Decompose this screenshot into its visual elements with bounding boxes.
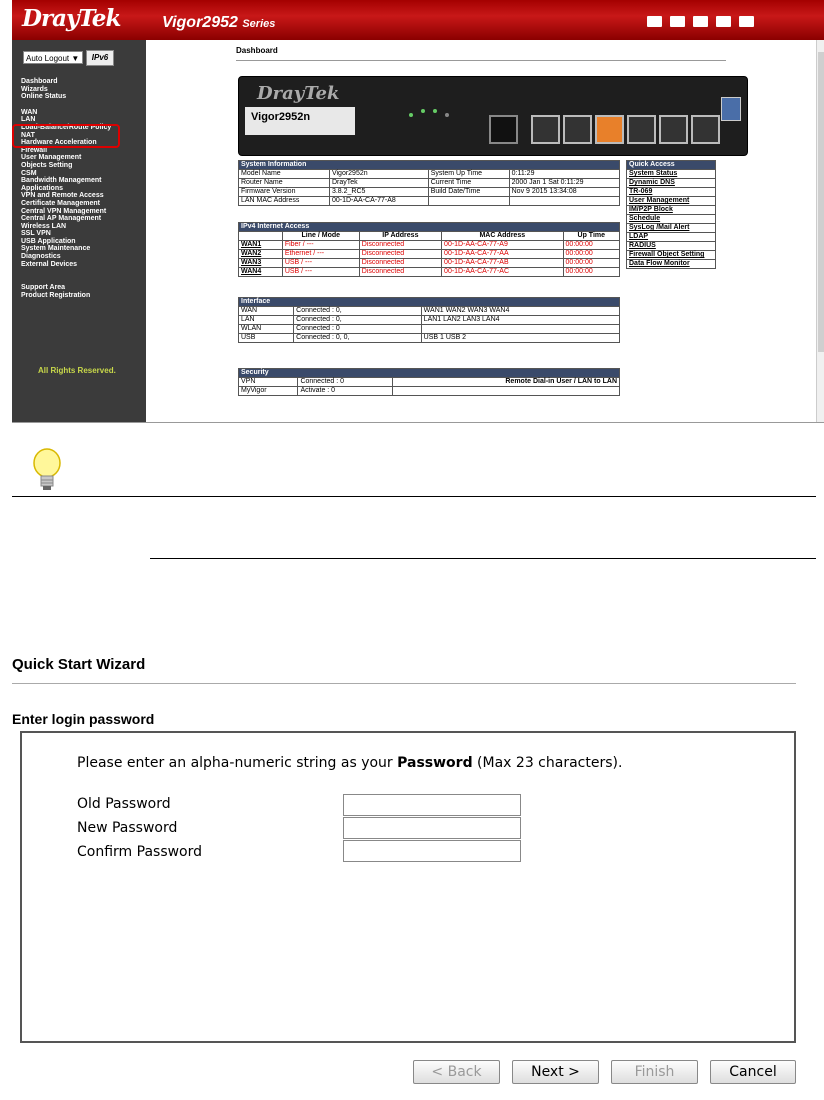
- table-cell: 00-1D-AA-CA-77-AA: [442, 250, 563, 259]
- table-cell: 00:00:00: [563, 241, 619, 250]
- sidebar-item-applications[interactable]: Applications: [21, 184, 64, 192]
- lightbulb-icon: [30, 446, 64, 496]
- table-row: [239, 188, 620, 197]
- quick-access-link[interactable]: RADIUS: [627, 242, 716, 251]
- led-icon: [445, 113, 449, 117]
- draytek-logo: DrayTek: [22, 5, 121, 32]
- ipv6-button[interactable]: IPv6: [86, 50, 114, 66]
- table-cell: LAN: [239, 316, 294, 325]
- table-cell[interactable]: WAN3: [239, 259, 283, 268]
- sidebar-item-support-area[interactable]: Support Area: [21, 284, 66, 292]
- table-row: [239, 325, 620, 334]
- quick-access-link[interactable]: User Management: [627, 197, 716, 206]
- table-cell: USB / ---: [282, 268, 359, 277]
- table-cell: Disconnected: [359, 268, 441, 277]
- confirm-password-label: Confirm Password: [77, 844, 203, 860]
- table-row: [239, 250, 620, 259]
- sidebar-item-usb-application[interactable]: USB Application: [21, 237, 76, 245]
- table-cell[interactable]: WAN4: [239, 268, 283, 277]
- sidebar-item-central-ap-management[interactable]: Central AP Management: [21, 215, 102, 223]
- table-row: [239, 170, 620, 179]
- section-title: Enter login password: [12, 711, 155, 727]
- sidebar-item-hardware-acceleration[interactable]: Hardware Acceleration: [21, 139, 97, 147]
- table-row: [239, 334, 620, 343]
- finish-button[interactable]: Finish: [611, 1060, 698, 1084]
- table-row: [239, 197, 620, 206]
- sidebar-item-wan[interactable]: WAN: [21, 108, 38, 116]
- logout-icon[interactable]: [739, 16, 754, 27]
- table-row: [239, 268, 620, 277]
- table-cell: 00-1D-AA-CA-77-AB: [442, 259, 563, 268]
- table-cell: Disconnected: [359, 259, 441, 268]
- sidebar-item-ssl-vpn[interactable]: SSL VPN: [21, 230, 51, 238]
- table-cell: LAN MAC Address: [239, 197, 330, 206]
- login-password-panel: [20, 731, 796, 1043]
- column-header: [239, 232, 283, 241]
- cancel-button[interactable]: Cancel: [710, 1060, 796, 1084]
- table-cell: 00:00:00: [563, 259, 619, 268]
- table-row: [239, 179, 620, 188]
- note-top-rule: [12, 496, 816, 497]
- sidebar-item-csm[interactable]: CSM: [21, 169, 37, 177]
- table-cell: Vigor2952n: [329, 170, 428, 179]
- sidebar-item-wireless-lan[interactable]: Wireless LAN: [21, 222, 67, 230]
- dashboard-title: Dashboard: [236, 46, 278, 55]
- sidebar-item-central-vpn-management[interactable]: Central VPN Management: [21, 207, 107, 215]
- new-password-input[interactable]: [343, 817, 521, 839]
- interface-table: [238, 297, 620, 343]
- series-title: Vigor2952 Series: [162, 14, 276, 31]
- sidebar-item-dashboard[interactable]: Dashboard: [21, 78, 58, 85]
- table-cell: 3.8.2_RC5: [329, 188, 428, 197]
- quick-access-link[interactable]: System Status: [627, 170, 716, 179]
- home-icon[interactable]: [647, 16, 662, 27]
- confirm-password-input[interactable]: [343, 840, 521, 862]
- quick-access-table: [626, 160, 716, 269]
- quick-access-link[interactable]: LDAP: [627, 233, 716, 242]
- quick-access-link[interactable]: Firewall Object Setting: [627, 251, 716, 260]
- lan-port: [691, 115, 720, 144]
- table-row: [239, 259, 620, 268]
- table-cell[interactable]: WAN2: [239, 250, 283, 259]
- wizard-divider: [12, 683, 796, 684]
- table-title: Quick Access: [627, 161, 716, 170]
- quick-access-link[interactable]: Schedule: [627, 215, 716, 224]
- router-screenshot: [12, 0, 824, 423]
- table-cell: 00-1D-AA-CA-77-A8: [329, 197, 428, 206]
- table-cell: Disconnected: [359, 250, 441, 259]
- table-cell: Activate : 0: [298, 387, 393, 396]
- sidebar-item-certificate-management[interactable]: Certificate Management: [21, 199, 100, 207]
- security-table: [238, 368, 620, 396]
- wizards-highlight-box: [12, 124, 120, 148]
- wan-port: [563, 115, 592, 144]
- device-model: Vigor2952n: [245, 107, 355, 135]
- table-cell: Firmware Version: [239, 188, 330, 197]
- table-cell: Connected : 0: [294, 325, 422, 334]
- usb-port-icon: [721, 97, 741, 121]
- table-cell: VPN: [239, 378, 298, 387]
- quick-access-link[interactable]: SysLog /Mail Alert: [627, 224, 716, 233]
- device-panel: [238, 76, 748, 156]
- quick-access-link[interactable]: TR-069: [627, 188, 716, 197]
- table-cell[interactable]: WAN1: [239, 241, 283, 250]
- menu-spacer: [21, 268, 111, 276]
- back-button[interactable]: < Back: [413, 1060, 500, 1084]
- page-scrollbar[interactable]: [816, 40, 824, 422]
- table-title: IPv4 Internet Access: [239, 223, 620, 232]
- table-title: System Information: [239, 161, 620, 170]
- table-cell: LAN1 LAN2 LAN3 LAN4: [421, 316, 619, 325]
- save-icon[interactable]: [716, 16, 731, 27]
- menu-spacer: [21, 101, 111, 109]
- table-title: Security: [239, 369, 620, 378]
- table-cell: WAN: [239, 307, 294, 316]
- table-cell: Model Name: [239, 170, 330, 179]
- instruction-text: Please enter an alpha-numeric string as your Password (Max 23 characters).: [77, 755, 623, 771]
- list-icon[interactable]: [670, 16, 685, 27]
- table-cell: USB / ---: [282, 259, 359, 268]
- table-cell: [509, 197, 619, 206]
- sidebar-item-nat[interactable]: NAT: [21, 131, 35, 139]
- table-cell: Current Time: [428, 179, 509, 188]
- table-row: [239, 241, 620, 250]
- table-cell: [421, 325, 619, 334]
- sidebar-item-bandwidth-management[interactable]: Bandwidth Management: [21, 177, 102, 185]
- table-cell: 00-1D-AA-CA-77-A9: [442, 241, 563, 250]
- table-cell: 00:00:00: [563, 250, 619, 259]
- scrollbar-thumb[interactable]: [818, 52, 824, 352]
- table-cell: WLAN: [239, 325, 294, 334]
- table-cell: DrayTek: [329, 179, 428, 188]
- main-pane: [146, 40, 816, 422]
- table-cell: USB: [239, 334, 294, 343]
- sidebar-item-external-devices[interactable]: External Devices: [21, 260, 78, 268]
- led-icon: [409, 113, 413, 117]
- table-cell: 00-1D-AA-CA-77-AC: [442, 268, 563, 277]
- table-cell: System Up Time: [428, 170, 509, 179]
- ipv4-internet-access-table: [238, 222, 620, 277]
- table-cell: Fiber / ---: [282, 241, 359, 250]
- wan-port: [531, 115, 560, 144]
- lan-port: [595, 115, 624, 144]
- rights-text: All Rights Reserved.: [38, 366, 116, 375]
- quick-access-link[interactable]: Data Flow Monitor: [627, 260, 716, 269]
- system-information-table: [238, 160, 620, 206]
- table-cell: Nov 9 2015 13:34:08: [509, 188, 619, 197]
- top-icons: [647, 16, 754, 27]
- auto-logout-select[interactable]: Auto Logout ▼: [23, 51, 83, 64]
- sidebar-item-user-management[interactable]: User Management: [21, 154, 82, 162]
- sidebar-item-vpn-and-remote-access[interactable]: VPN and Remote Access: [21, 192, 104, 200]
- table-cell: Disconnected: [359, 241, 441, 250]
- fiber-port: [489, 115, 518, 144]
- led-icon: [421, 109, 425, 113]
- column-header: Up Time: [563, 232, 619, 241]
- table-title: Interface: [239, 298, 620, 307]
- old-password-label: Old Password: [77, 796, 171, 812]
- table-cell: USB 1 USB 2: [421, 334, 619, 343]
- table-row: [239, 316, 620, 325]
- device-logo: DrayTek: [257, 83, 340, 104]
- dashboard-divider: [236, 60, 726, 61]
- sidebar-item-firewall[interactable]: Firewall: [21, 146, 48, 154]
- column-header: Line / Mode: [282, 232, 359, 241]
- table-cell: Router Name: [239, 179, 330, 188]
- table-cell: [428, 197, 509, 206]
- settings-icon[interactable]: [693, 16, 708, 27]
- sidebar-item-product-registration[interactable]: Product Registration: [21, 291, 91, 299]
- table-cell: Ethernet / ---: [282, 250, 359, 259]
- lan-port: [659, 115, 688, 144]
- table-cell: 0:11:29: [509, 170, 619, 179]
- menu-spacer: [21, 276, 111, 284]
- sidebar: [12, 40, 146, 422]
- table-cell: WAN1 WAN2 WAN3 WAN4: [421, 307, 619, 316]
- column-header: IP Address: [359, 232, 441, 241]
- sidebar-menu: [21, 78, 111, 299]
- next-button[interactable]: Next >: [512, 1060, 599, 1084]
- table-cell: MyVigor: [239, 387, 298, 396]
- led-icon: [433, 109, 437, 113]
- table-cell: Build Date/Time: [428, 188, 509, 197]
- sidebar-item-system-maintenance[interactable]: System Maintenance: [21, 245, 91, 253]
- table-cell: [393, 387, 620, 396]
- quick-access-link[interactable]: IM/P2P Block: [627, 206, 716, 215]
- old-password-input[interactable]: [343, 794, 521, 816]
- sidebar-item-load-balance-route-policy[interactable]: Load-Balance/Route Policy: [21, 123, 112, 131]
- table-cell: Connected : 0,: [294, 307, 422, 316]
- table-row: [239, 378, 620, 387]
- quick-access-link[interactable]: Dynamic DNS: [627, 179, 716, 188]
- table-row: [239, 387, 620, 396]
- note-bottom-rule: [150, 558, 816, 559]
- sidebar-item-lan[interactable]: LAN: [21, 116, 36, 124]
- table-cell: 00:00:00: [563, 268, 619, 277]
- lan-port: [627, 115, 656, 144]
- column-header: MAC Address: [442, 232, 563, 241]
- wizard-title: Quick Start Wizard: [12, 656, 146, 673]
- table-cell: Remote Dial-in User / LAN to LAN: [393, 378, 620, 387]
- sidebar-item-objects-setting[interactable]: Objects Setting: [21, 161, 73, 169]
- new-password-label: New Password: [77, 820, 178, 836]
- table-cell: Connected : 0,: [294, 316, 422, 325]
- top-bar: [12, 0, 824, 40]
- table-cell: Connected : 0: [298, 378, 393, 387]
- sidebar-item-diagnostics[interactable]: Diagnostics: [21, 253, 61, 261]
- sidebar-item-wizards[interactable]: Wizards: [21, 85, 48, 93]
- table-row: [239, 307, 620, 316]
- table-cell: 2000 Jan 1 Sat 0:11:29: [509, 179, 619, 188]
- table-cell: Connected : 0, 0,: [294, 334, 422, 343]
- sidebar-item-online-status[interactable]: Online Status: [21, 93, 67, 101]
